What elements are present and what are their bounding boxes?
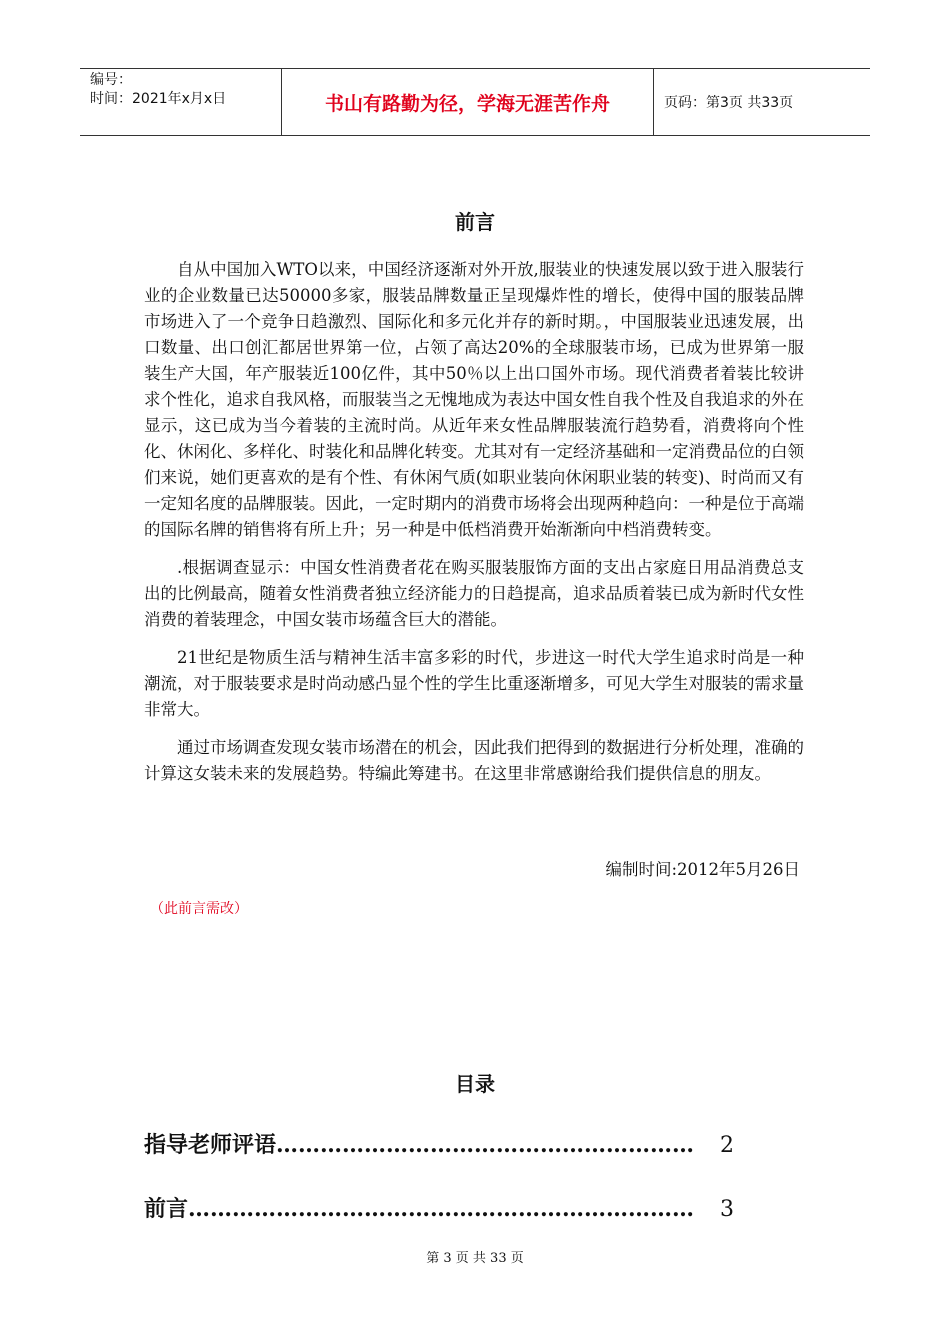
toc-entry-label: 前言: [144, 1197, 189, 1222]
number-label: 编号：: [90, 72, 132, 88]
preface-paragraph-2: .根据调查显示：中国女性消费者花在购买服装服饰方面的支出占家庭日用品消费总支出的比例最高，随着女性消费者独立经济能力的日趋提高，追求品质着装已成为新时代女性消费的着装理念，中国女装市场蕴含巨大的潜能。: [144, 558, 804, 629]
toc-entry-page: 2: [720, 1133, 734, 1158]
header-motto: 书山有路勤为径，学海无涯苦作舟: [282, 69, 654, 135]
page-footer: 第 3 页 共 33 页: [426, 1251, 524, 1266]
preface-date: 编制时间:2012年5月26日: [605, 860, 800, 879]
preface-body: [144, 257, 804, 799]
header-page-info: 页码：第3页 共33页: [664, 95, 794, 111]
toc-entry-leader: …………………………………………………: [276, 1132, 695, 1158]
toc-entry-label: 指导老师评语: [144, 1133, 277, 1158]
toc-entry-page: 3: [720, 1197, 734, 1222]
toc-title: 目录: [455, 1072, 495, 1096]
preface-paragraph-3: 21世纪是物质生活与精神生活丰富多彩的时代，步进这一时代大学生追求时尚是一种潮流，对于服装要求是时尚动感凸显个性的学生比重逐渐增多，可见大学生对服装的需求量非常大。: [144, 648, 804, 719]
header-meta: [80, 69, 282, 135]
preface-note: （此前言需改）: [150, 901, 248, 917]
preface-title: 前言: [455, 210, 495, 234]
preface-paragraph-4: 通过市场调查发现女装市场潜在的机会，因此我们把得到的数据进行分析处理，准确的计算这女装未来的发展趋势。特编此筹建书。在这里非常感谢给我们提供信息的朋友。: [144, 738, 804, 783]
page-header: [80, 68, 870, 136]
toc-entry[interactable]: [144, 1128, 734, 1159]
toc-entry-leader: ……………………………………………………………: [188, 1196, 695, 1222]
preface-paragraph-1: 自从中国加入WTO以来，中国经济逐渐对外开放,服装业的快速发展以致于进入服装行业的企业数量已达50000多家，服装品牌数量正呈现爆炸性的增长，使得中国的服装品牌市场进入了一个竞争日趋激烈、国际化和多元化并存的新时期。，中国服装业迅速发展，出口数量、出口创汇都居世界第一位，占领了高达20%的全球服装市场，已成为世界第一服装生产大国，年产服装近100亿件，其中50％以上出口国外市场。现代消费者着装比较讲求个性化，追求自我风格，而服装当之无愧地成为表达中国女性自我个性及自我追求的外在显示，这已成为当今着装的主流时尚。从近年来女性品牌服装流行趋势看，消费将向个性化、休闲化、多样化、时装化和品牌化转变。尤其对有一定经济基础和一定消费品位的白领们来说，她们更喜欢的是有个性、有休闲气质(如职业装向休闲职业装的转变)、时尚而又有一定知名度的品牌服装。因此，一定时期内的消费市场将会出现两种趋向：一种是位于高端的国际名牌的销售将有所上升；另一种是中低档消费开始渐渐向中档消费转变。: [144, 260, 804, 539]
toc-entry[interactable]: [144, 1192, 734, 1223]
time-label: 时间：2021年x月x日: [90, 91, 227, 107]
